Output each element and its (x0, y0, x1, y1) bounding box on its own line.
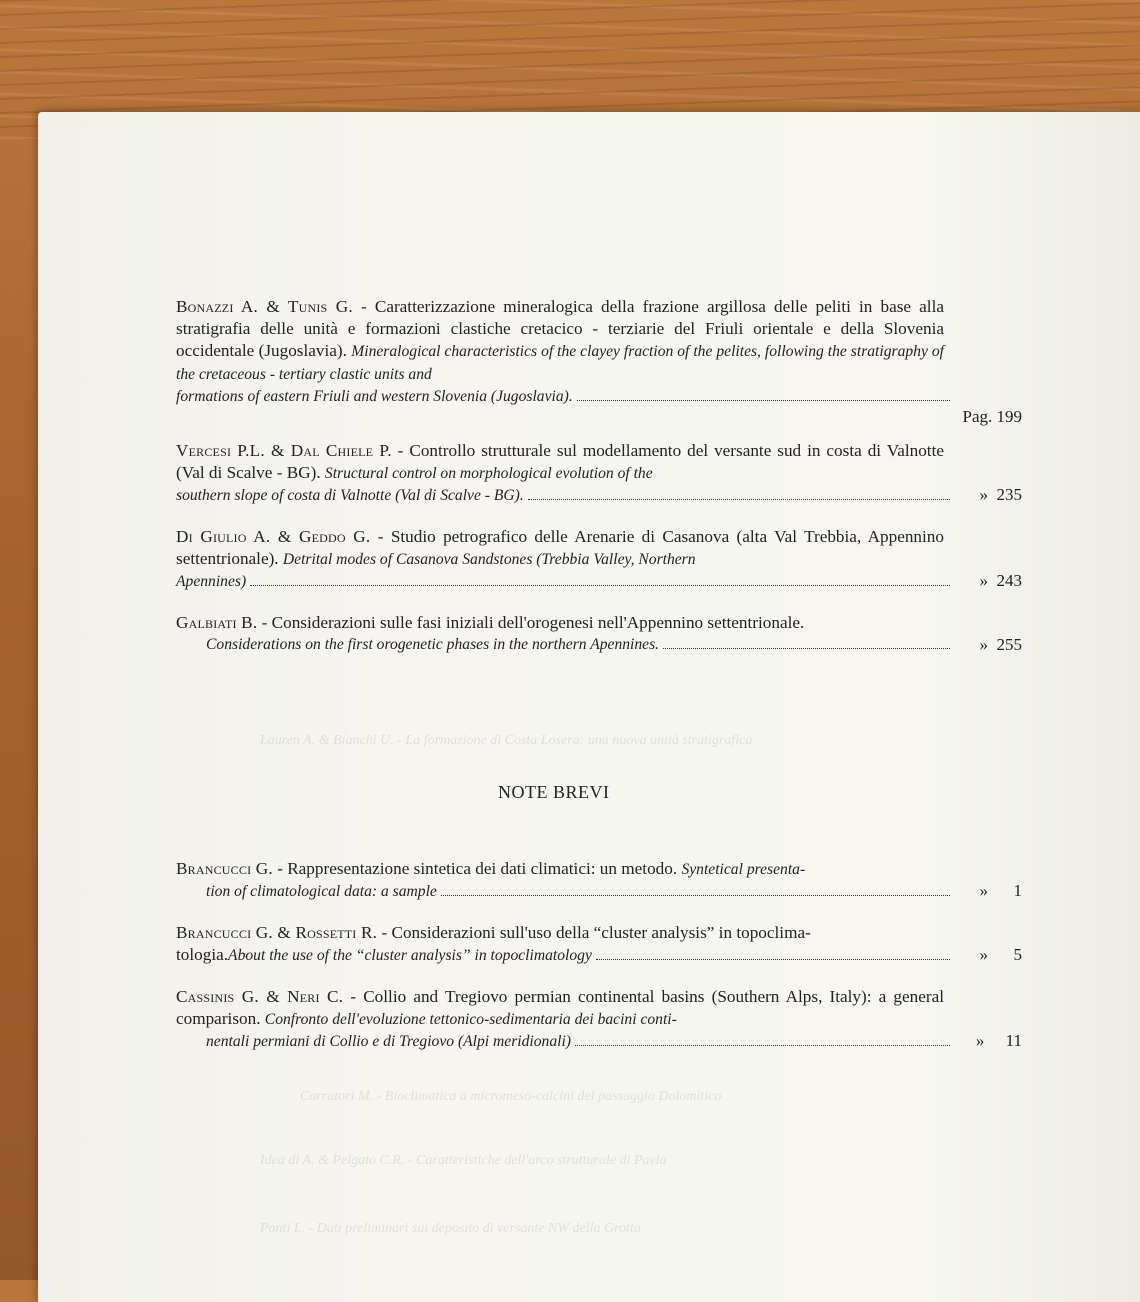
page-reference: » 243 (979, 571, 1022, 590)
toc-entry (176, 526, 1022, 593)
book-page (38, 112, 1140, 1302)
entry-last-line: About the use of the “cluster analysis” in topoclimatology (228, 947, 592, 964)
entry-title: - Collio and Tregiovo permian continental basins (Southern Alps, Italy): a general comparison. (176, 987, 945, 1028)
entry-authors: Galbiati B. (176, 613, 258, 632)
dot-leader (575, 1044, 950, 1046)
show-through-text: Idea di A. & Pelgato C.R. - Caratteristiche dell'arco strutturale di Pavia (260, 1153, 667, 1168)
entry-last-line: tion of climatological data: a sample (206, 883, 437, 900)
page-reference: » 235 (979, 485, 1022, 504)
entry-last-line-roman: tologia. (176, 945, 229, 964)
entry-authors: Brancucci G. & Rossetti R. (176, 923, 378, 942)
page-reference: Pag. 199 (962, 407, 1022, 426)
page-reference: » 1 (979, 881, 1022, 900)
entry-last-line: Considerations on the first orogenetic phases in the northern Apennines. (206, 636, 660, 653)
entry-authors: Bonazzi A. & Tunis G. (176, 297, 353, 316)
section-title: NOTE BREVI (498, 782, 610, 802)
toc-entry (176, 296, 1022, 426)
entry-title: - Rappresentazione sintetica dei dati climatici: un metodo. (272, 859, 682, 878)
dot-leader (577, 399, 950, 401)
entry-english-title: Structural control on morphological evolution of the (324, 465, 653, 482)
page-reference: » 255 (979, 635, 1022, 654)
show-through-text: Lauren A. & Bianchi U. - La formazione di Costa Losera: una nuova unità stratigrafica (260, 733, 753, 748)
entry-english-title: Confronto dell'evoluzione tettonico-sedimentaria dei bacini conti- (264, 1011, 677, 1028)
entry-last-line: Apennines) (176, 573, 247, 590)
entry-authors: Di Giulio A. & Geddo G. (176, 527, 371, 546)
toc-entry (176, 440, 1022, 507)
dot-leader (441, 894, 950, 896)
entry-title: - Considerazioni sulle fasi iniziali dell'orogenesi nell'Appennino settentrionale. (257, 613, 805, 632)
entry-title: - Studio petrografico delle Arenarie di Casanova (alta Val Trebbia, Appennino settentrionale). (176, 527, 944, 568)
toc-entry (176, 612, 1022, 656)
entry-authors: Brancucci G. (176, 859, 273, 878)
entry-last-line: nentali permiani di Collio e di Tregiovo (Alpi meridionali) (206, 1033, 571, 1050)
entry-last-line: southern slope of costa di Valnotte (Val di Scalve - BG). (176, 487, 524, 504)
toc-note-entry (176, 858, 1022, 903)
dot-leader (250, 584, 950, 586)
page-reference: » 11 (975, 1031, 1022, 1050)
page-reference: » 5 (979, 945, 1022, 964)
entry-english-title: Mineralogical characteristics of the clayey fraction of the pelites, following the stratigraphy of the cretaceous - tertiary clastic units and (176, 343, 944, 383)
entry-last-line: formations of eastern Friuli and western Slovenia (Jugoslavia). (176, 388, 573, 405)
entry-english-title: Syntetical presenta- (681, 861, 806, 878)
dot-leader (528, 498, 950, 500)
entry-english-title: Detrital modes of Casanova Sandstones (Trebbia Valley, Northern (282, 551, 696, 568)
dot-leader (663, 647, 950, 649)
toc-note-entry (176, 986, 1022, 1053)
show-through-text: Carratori M. - Bioclimatica a micromeso-calcini del passaggio Dolomitico (300, 1089, 722, 1104)
entry-title: - Caratterizzazione mineralogica della frazione argillosa delle peliti in base alla stratigrafia delle unità e formazioni clastiche cretacico - terziarie del Friuli orientale e della Slovenia occidentale (Jugoslavia). (176, 297, 944, 360)
entry-title: - Considerazioni sull'uso della “cluster analysis” in topoclima- (377, 923, 811, 942)
entry-authors: Vercesi P.L. & Dal Chiele P. (176, 441, 392, 460)
show-through-text: Ponti L. - Dati preliminari sui deposito di versante NW della Grotta (260, 1221, 641, 1236)
dot-leader (596, 958, 950, 960)
entry-title: - Controllo strutturale sul modellamento del versante sud in costa di Valnotte (Val di Scalve - BG). (176, 441, 944, 482)
entry-authors: Cassinis G. & Neri C. (176, 987, 344, 1006)
toc-note-entry (176, 922, 1022, 967)
